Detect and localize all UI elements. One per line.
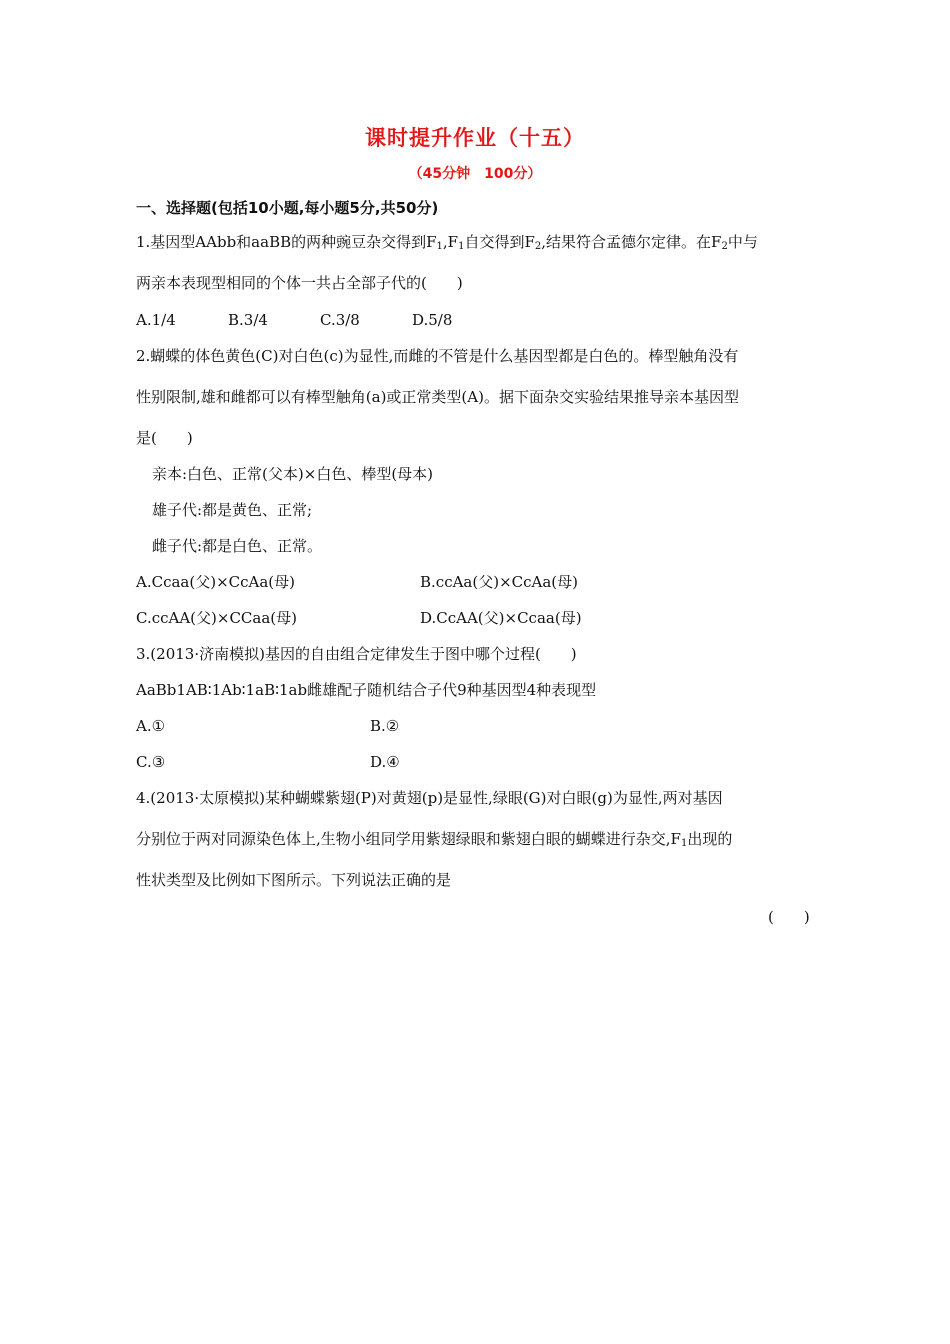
q3-option-a: A.① [136,717,166,735]
q1-line2: 两亲本表现型相同的个体一共占全部子代的( ) [136,274,463,292]
q4-line3: 性状类型及比例如下图所示。下列说法正确的是 [136,871,452,889]
q2-male-offspring: 雄子代:都是黄色、正常; [152,501,313,519]
q3-option-c: C.③ [136,753,166,771]
q4-line2: 分别位于两对同源染色体上,生物小组同学用紫翅绿眼和紫翅白眼的蝴蝶进行杂交$,F_1$出现的 [136,830,733,849]
q1-option-c: C.3/8 [320,311,360,329]
q4-answer-blank: ( ) [768,908,810,926]
q2-option-d: D.CcAA(父)×Ccaa(母) [420,609,582,627]
page-subtitle: （45分钟 100分） [408,166,542,182]
q3-option-b: B.② [370,717,400,735]
page-title: 课时提升作业（十五） [365,126,585,150]
section-heading: 一、选择题(包括10小题,每小题5分,共50分) [136,199,439,217]
q3-line1: 3.(2013·济南模拟)基因的自由组合定律发生于图中哪个过程( ) [136,645,577,663]
q3-diagram-text: AaBb1AB∶1Ab∶1aB∶1ab雌雄配子随机结合子代9种基因型4种表现型 [136,681,597,699]
q2-parent: 亲本:白色、正常(父本)×白色、棒型(母本) [152,465,434,483]
q2-option-c: C.ccAA(父)×CCaa(母) [136,609,297,627]
q2-option-b: B.ccAa(父)×CcAa(母) [420,573,578,591]
q2-line2: 性别限制,雄和雌都可以有棒型触角(a)或正常类型(A)。据下面杂交实验结果推导亲本基因型 [136,388,739,406]
q2-option-a: A.Ccaa(父)×CcAa(母) [136,573,295,591]
q4-line1: 4.(2013·太原模拟)某种蝴蝶紫翅(P)对黄翅(p)是显性,绿眼(G)对白眼(g)为显性,两对基因 [136,789,723,807]
q1-line1: 1.基因型AAbb和aaBB的两种豌豆杂交得到$F_1,F_1$自交得到$F_2$,结果符合孟德尔定律。在$F_2$中与 [136,233,758,252]
q2-female-offspring: 雌子代:都是白色、正常。 [152,537,323,555]
q1-option-d: D.5/8 [412,311,453,329]
q1-option-b: B.3/4 [228,311,268,329]
q3-option-d: D.④ [370,753,400,771]
q1-option-a: A.1/4 [136,311,176,329]
q2-line3: 是( ) [136,429,193,447]
q2-line1: 2.蝴蝶的体色黄色(C)对白色(c)为显性,而雌的不管是什么基因型都是白色的。棒型触角没有 [136,347,739,365]
